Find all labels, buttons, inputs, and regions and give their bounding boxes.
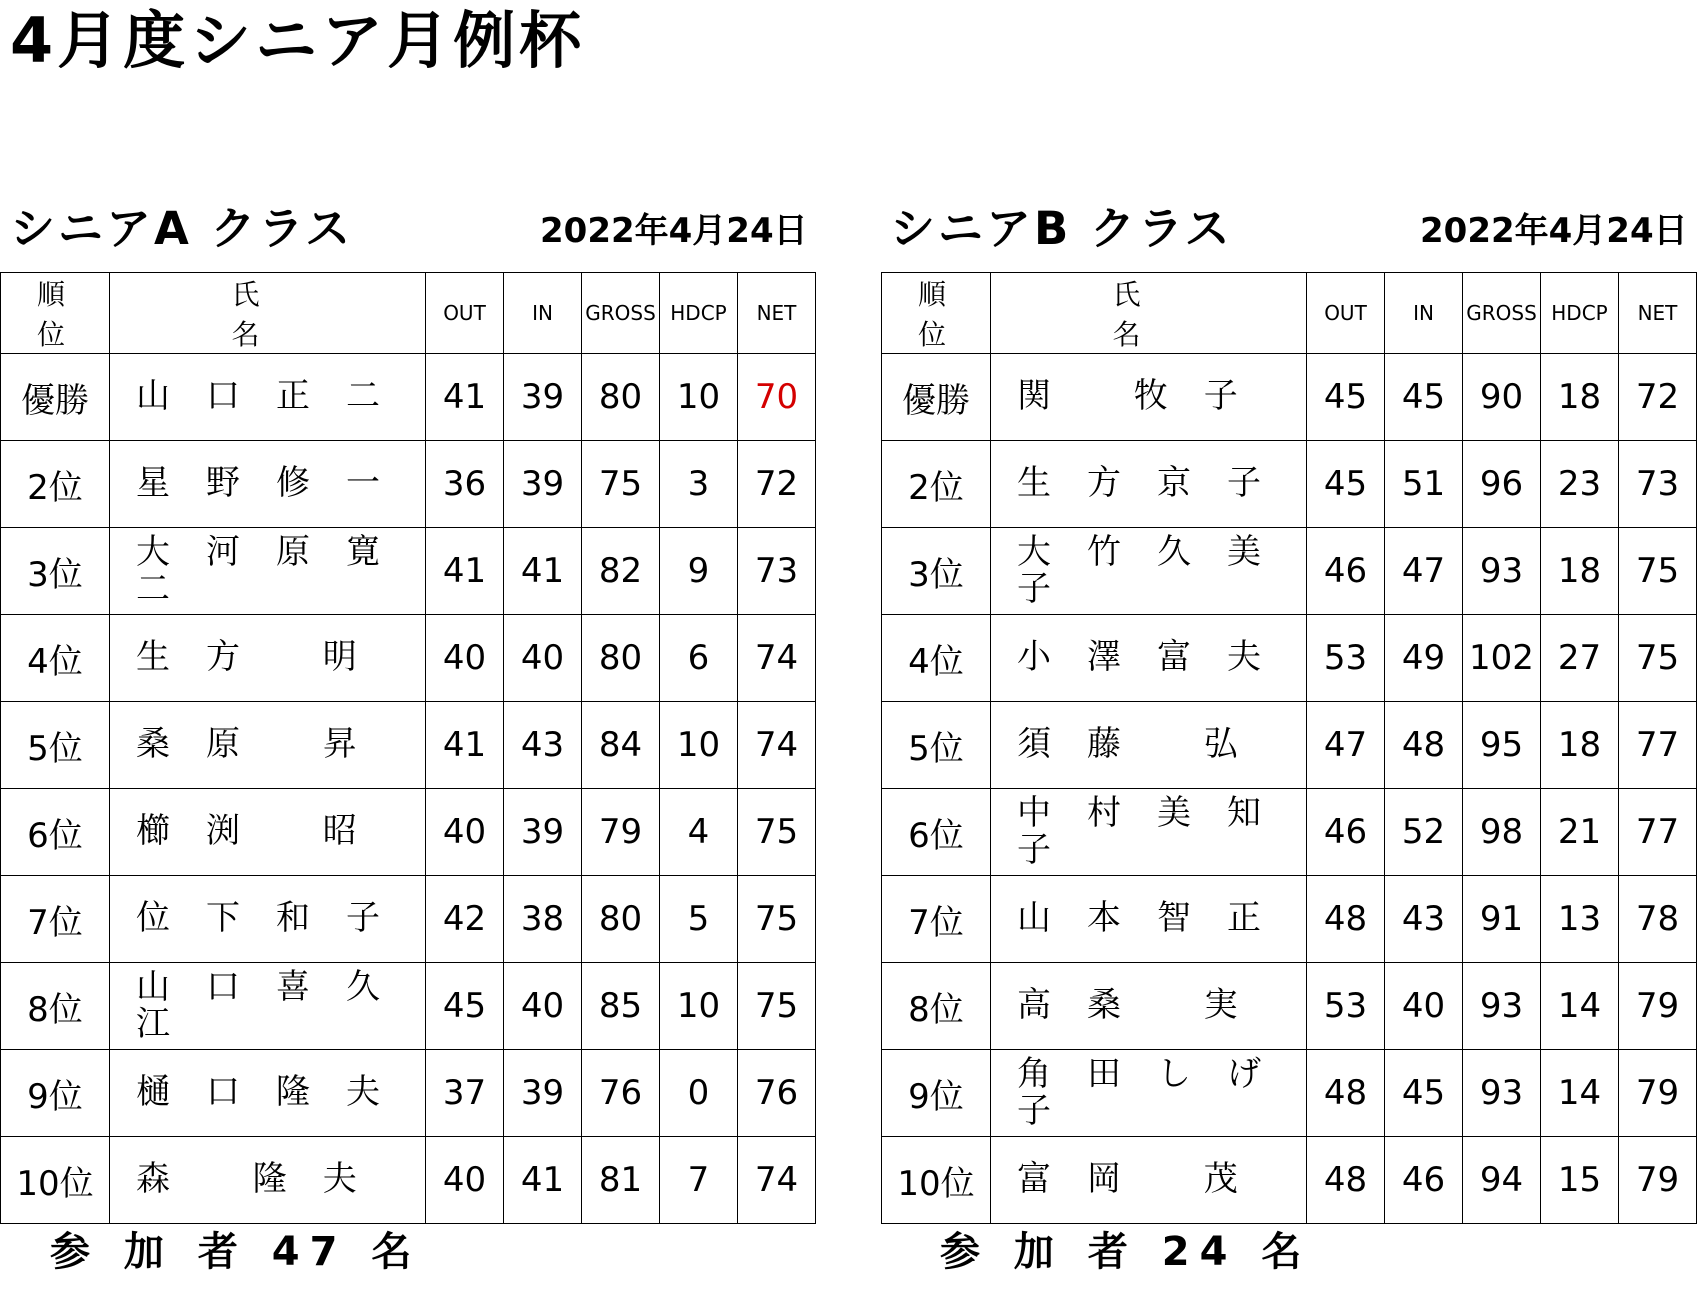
- class-a-results-table: [0, 272, 816, 1224]
- net-score-cell: 75: [738, 963, 816, 1050]
- rank-cell: 5位: [882, 702, 991, 789]
- net-score-cell: 74: [738, 702, 816, 789]
- table-row: [1, 702, 816, 789]
- in-score-cell: 47: [1385, 528, 1463, 615]
- out-score-cell: 47: [1307, 702, 1385, 789]
- name-cell: 山本智正: [991, 876, 1307, 963]
- table-row: [882, 615, 1697, 702]
- rank-cell: 6位: [1, 789, 110, 876]
- in-score-cell: 40: [504, 615, 582, 702]
- gross-score-cell: 80: [582, 615, 660, 702]
- hdcp-cell: 10: [660, 702, 738, 789]
- gross-score-cell: 93: [1463, 963, 1541, 1050]
- table-row: [1, 1050, 816, 1137]
- name-cell: 生方京子: [991, 441, 1307, 528]
- name-cell: 中村美知子: [991, 789, 1307, 876]
- gross-score-cell: 85: [582, 963, 660, 1050]
- in-score-cell: 51: [1385, 441, 1463, 528]
- out-score-cell: 37: [426, 1050, 504, 1137]
- hdcp-cell: 9: [660, 528, 738, 615]
- table-row: [882, 1137, 1697, 1224]
- name-cell: 樋口隆夫: [110, 1050, 426, 1137]
- net-score-cell: 75: [738, 876, 816, 963]
- hdcp-header: HDCP: [1541, 273, 1619, 354]
- rank-header: 順 位: [882, 273, 991, 354]
- rank-cell: 7位: [1, 876, 110, 963]
- in-score-cell: 40: [504, 963, 582, 1050]
- out-score-cell: 53: [1307, 963, 1385, 1050]
- hdcp-header: HDCP: [660, 273, 738, 354]
- class-b-participants: 参 加 者 24 名: [940, 1229, 1312, 1275]
- class-b-date: 2022年4月24日: [1420, 211, 1688, 251]
- table-row: [882, 528, 1697, 615]
- hdcp-cell: 4: [660, 789, 738, 876]
- table-row: [882, 702, 1697, 789]
- net-header: NET: [738, 273, 816, 354]
- rank-cell: 8位: [1, 963, 110, 1050]
- table-row: [882, 963, 1697, 1050]
- name-header: 氏 名: [991, 273, 1307, 354]
- name-cell: 櫛渕 昭: [110, 789, 426, 876]
- table-row: [1, 963, 816, 1050]
- gross-score-cell: 76: [582, 1050, 660, 1137]
- gross-score-cell: 94: [1463, 1137, 1541, 1224]
- out-score-cell: 40: [426, 615, 504, 702]
- rank-cell: 4位: [1, 615, 110, 702]
- name-cell: 位下和子: [110, 876, 426, 963]
- table-row: [1, 441, 816, 528]
- gross-score-cell: 96: [1463, 441, 1541, 528]
- table-row: [882, 441, 1697, 528]
- name-cell: 山口正二: [110, 354, 426, 441]
- gross-score-cell: 82: [582, 528, 660, 615]
- net-score-cell: 72: [1619, 354, 1697, 441]
- out-score-cell: 41: [426, 528, 504, 615]
- out-score-cell: 36: [426, 441, 504, 528]
- rank-cell: 2位: [1, 441, 110, 528]
- rank-cell: 3位: [882, 528, 991, 615]
- in-score-cell: 40: [1385, 963, 1463, 1050]
- name-cell: 角田しげ子: [991, 1050, 1307, 1137]
- in-score-cell: 43: [1385, 876, 1463, 963]
- in-score-cell: 49: [1385, 615, 1463, 702]
- class-a-rows: [1, 354, 816, 1224]
- gross-score-cell: 95: [1463, 702, 1541, 789]
- table-row: [882, 789, 1697, 876]
- in-score-cell: 41: [504, 528, 582, 615]
- hdcp-cell: 10: [660, 963, 738, 1050]
- rank-cell: 4位: [882, 615, 991, 702]
- gross-score-cell: 79: [582, 789, 660, 876]
- in-score-cell: 38: [504, 876, 582, 963]
- out-score-cell: 40: [426, 789, 504, 876]
- table-row: [1, 354, 816, 441]
- in-score-cell: 45: [1385, 354, 1463, 441]
- name-cell: 富岡 茂: [991, 1137, 1307, 1224]
- rank-cell: 10位: [882, 1137, 991, 1224]
- in-score-cell: 46: [1385, 1137, 1463, 1224]
- in-score-cell: 45: [1385, 1050, 1463, 1137]
- hdcp-cell: 3: [660, 441, 738, 528]
- net-score-cell: 75: [1619, 528, 1697, 615]
- rank-cell: 優勝: [1, 354, 110, 441]
- out-score-cell: 41: [426, 702, 504, 789]
- hdcp-cell: 18: [1541, 528, 1619, 615]
- table-header-row: [882, 273, 1697, 354]
- name-cell: 大竹久美子: [991, 528, 1307, 615]
- table-row: [1, 615, 816, 702]
- class-a-title: シニアA クラス: [10, 202, 354, 255]
- in-score-cell: 48: [1385, 702, 1463, 789]
- rank-cell: 10位: [1, 1137, 110, 1224]
- out-score-cell: 45: [1307, 354, 1385, 441]
- gross-header: GROSS: [582, 273, 660, 354]
- out-score-cell: 45: [426, 963, 504, 1050]
- rank-cell: 9位: [882, 1050, 991, 1137]
- net-score-cell: 74: [738, 1137, 816, 1224]
- out-score-cell: 40: [426, 1137, 504, 1224]
- rank-header: 順 位: [1, 273, 110, 354]
- table-row: [1, 789, 816, 876]
- table-row: [882, 354, 1697, 441]
- hdcp-cell: 7: [660, 1137, 738, 1224]
- table-row: [1, 1137, 816, 1224]
- hdcp-cell: 14: [1541, 1050, 1619, 1137]
- in-score-cell: 43: [504, 702, 582, 789]
- name-cell: 星野修一: [110, 441, 426, 528]
- hdcp-cell: 5: [660, 876, 738, 963]
- gross-score-cell: 80: [582, 354, 660, 441]
- class-b-results-table: [881, 272, 1697, 1224]
- hdcp-cell: 0: [660, 1050, 738, 1137]
- name-cell: 須藤 弘: [991, 702, 1307, 789]
- net-score-cell: 79: [1619, 1050, 1697, 1137]
- gross-score-cell: 93: [1463, 528, 1541, 615]
- out-score-cell: 48: [1307, 876, 1385, 963]
- in-score-cell: 41: [504, 1137, 582, 1224]
- hdcp-cell: 21: [1541, 789, 1619, 876]
- name-cell: 小澤富夫: [991, 615, 1307, 702]
- rank-cell: 9位: [1, 1050, 110, 1137]
- table-row: [1, 528, 816, 615]
- net-score-cell: 70: [738, 354, 816, 441]
- net-score-cell: 75: [1619, 615, 1697, 702]
- out-score-cell: 53: [1307, 615, 1385, 702]
- in-score-cell: 39: [504, 1050, 582, 1137]
- gross-score-cell: 91: [1463, 876, 1541, 963]
- class-b-rows: [882, 354, 1697, 1224]
- table-row: [882, 876, 1697, 963]
- net-score-cell: 75: [738, 789, 816, 876]
- out-score-cell: 46: [1307, 789, 1385, 876]
- net-score-cell: 79: [1619, 963, 1697, 1050]
- out-score-cell: 48: [1307, 1137, 1385, 1224]
- net-score-cell: 78: [1619, 876, 1697, 963]
- net-header: NET: [1619, 273, 1697, 354]
- gross-header: GROSS: [1463, 273, 1541, 354]
- gross-score-cell: 80: [582, 876, 660, 963]
- hdcp-cell: 6: [660, 615, 738, 702]
- rank-cell: 7位: [882, 876, 991, 963]
- out-score-cell: 41: [426, 354, 504, 441]
- hdcp-cell: 13: [1541, 876, 1619, 963]
- rank-cell: 5位: [1, 702, 110, 789]
- class-a-date: 2022年4月24日: [540, 211, 808, 251]
- net-score-cell: 77: [1619, 789, 1697, 876]
- name-cell: 高桑 実: [991, 963, 1307, 1050]
- out-score-cell: 42: [426, 876, 504, 963]
- out-score-cell: 46: [1307, 528, 1385, 615]
- class-b-title: シニアB クラス: [890, 202, 1233, 255]
- out-header: OUT: [426, 273, 504, 354]
- in-score-cell: 39: [504, 354, 582, 441]
- rank-cell: 2位: [882, 441, 991, 528]
- name-header: 氏 名: [110, 273, 426, 354]
- net-score-cell: 73: [1619, 441, 1697, 528]
- in-score-cell: 52: [1385, 789, 1463, 876]
- table-row: [1, 876, 816, 963]
- name-cell: 生方 明: [110, 615, 426, 702]
- in-score-cell: 39: [504, 789, 582, 876]
- out-score-cell: 48: [1307, 1050, 1385, 1137]
- gross-score-cell: 98: [1463, 789, 1541, 876]
- rank-cell: 6位: [882, 789, 991, 876]
- in-score-cell: 39: [504, 441, 582, 528]
- hdcp-cell: 18: [1541, 354, 1619, 441]
- rank-cell: 優勝: [882, 354, 991, 441]
- table-header-row: [1, 273, 816, 354]
- net-score-cell: 74: [738, 615, 816, 702]
- out-score-cell: 45: [1307, 441, 1385, 528]
- table-row: [882, 1050, 1697, 1137]
- in-header: IN: [1385, 273, 1463, 354]
- hdcp-cell: 14: [1541, 963, 1619, 1050]
- net-score-cell: 73: [738, 528, 816, 615]
- gross-score-cell: 102: [1463, 615, 1541, 702]
- hdcp-cell: 18: [1541, 702, 1619, 789]
- gross-score-cell: 75: [582, 441, 660, 528]
- gross-score-cell: 90: [1463, 354, 1541, 441]
- name-cell: 桑原 昇: [110, 702, 426, 789]
- name-cell: 関 牧子: [991, 354, 1307, 441]
- class-a-participants: 参 加 者 47 名: [50, 1229, 422, 1275]
- gross-score-cell: 93: [1463, 1050, 1541, 1137]
- rank-cell: 3位: [1, 528, 110, 615]
- gross-score-cell: 84: [582, 702, 660, 789]
- hdcp-cell: 10: [660, 354, 738, 441]
- net-score-cell: 76: [738, 1050, 816, 1137]
- hdcp-cell: 23: [1541, 441, 1619, 528]
- page-title: 4月度シニア月例杯: [10, 4, 586, 77]
- out-header: OUT: [1307, 273, 1385, 354]
- net-score-cell: 72: [738, 441, 816, 528]
- gross-score-cell: 81: [582, 1137, 660, 1224]
- hdcp-cell: 27: [1541, 615, 1619, 702]
- net-score-cell: 79: [1619, 1137, 1697, 1224]
- hdcp-cell: 15: [1541, 1137, 1619, 1224]
- net-score-cell: 77: [1619, 702, 1697, 789]
- name-cell: 大河原寛二: [110, 528, 426, 615]
- name-cell: 山口喜久江: [110, 963, 426, 1050]
- rank-cell: 8位: [882, 963, 991, 1050]
- name-cell: 森 隆夫: [110, 1137, 426, 1224]
- in-header: IN: [504, 273, 582, 354]
